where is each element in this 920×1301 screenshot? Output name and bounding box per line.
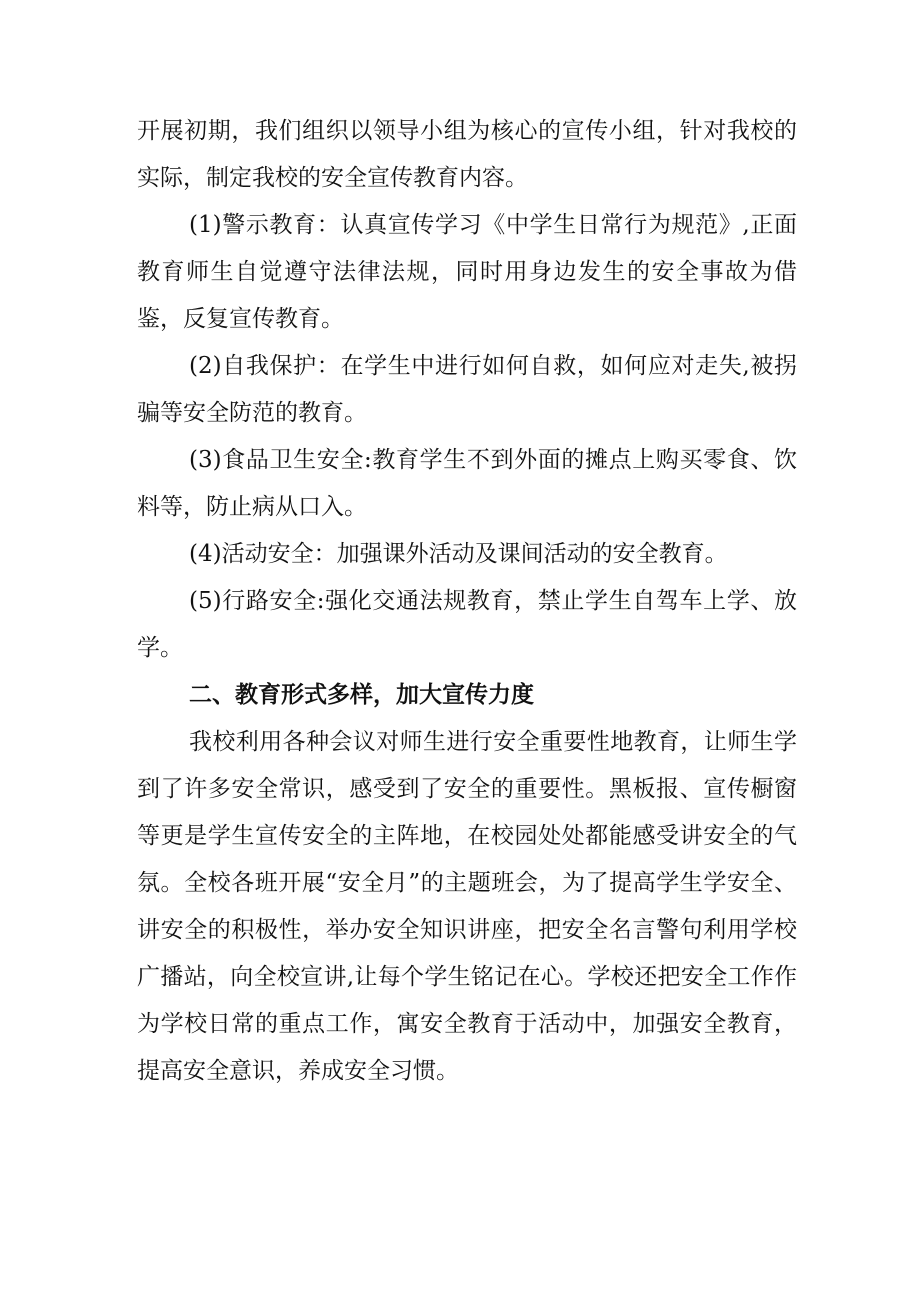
paragraph-intro-continued: 开展初期，我们组织以领导小组为核心的宣传小组，针对我校的实际，制定我校的安全宣传教育内容。 [137, 118, 797, 191]
section-heading: 二、教育形式多样，加大宣传力度 [189, 682, 534, 708]
paragraph-item-1-warning-education: (1)警示教育：认真宣传学习《中学生日常行为规范》,正面教育师生自觉遵守法律法规，同时用身边发生的安全事故为借鉴，反复宣传教育。 [137, 212, 797, 332]
paragraph-item-4-activity-safety: (4)活动安全：加强课外活动及课间活动的安全教育。 [189, 541, 728, 567]
paragraph-item-3-food-safety: (3)食品卫生安全:教育学生不到外面的摊点上购买零食、饮料等，防止病从口入。 [137, 447, 797, 520]
document-body [137, 108, 797, 1095]
paragraph-section-body: 我校利用各种会议对师生进行安全重要性地教育，让师生学到了许多安全常识，感受到了安全的重要性。黑板报、宣传橱窗等更是学生宣传安全的主阵地，在校园处处都能感受讲安全的气氛。全校各班开展“安全月”的主题班会，为了提高学生学安全、讲安全的积极性，举办安全知识讲座，把安全名言警句利用学校广播站，向全校宣讲,让每个学生铭记在心。学校还把安全工作作为学校日常的重点工作，寓安全教育于活动中，加强安全教育，提高安全意识，养成安全习惯。 [137, 729, 797, 1084]
paragraph-item-5-road-safety: (5)行路安全:强化交通法规教育，禁止学生自驾车上学、放学。 [137, 588, 797, 661]
paragraph-item-2-self-protection: (2)自我保护：在学生中进行如何自救，如何应对走失,被拐骗等安全防范的教育。 [137, 353, 797, 426]
